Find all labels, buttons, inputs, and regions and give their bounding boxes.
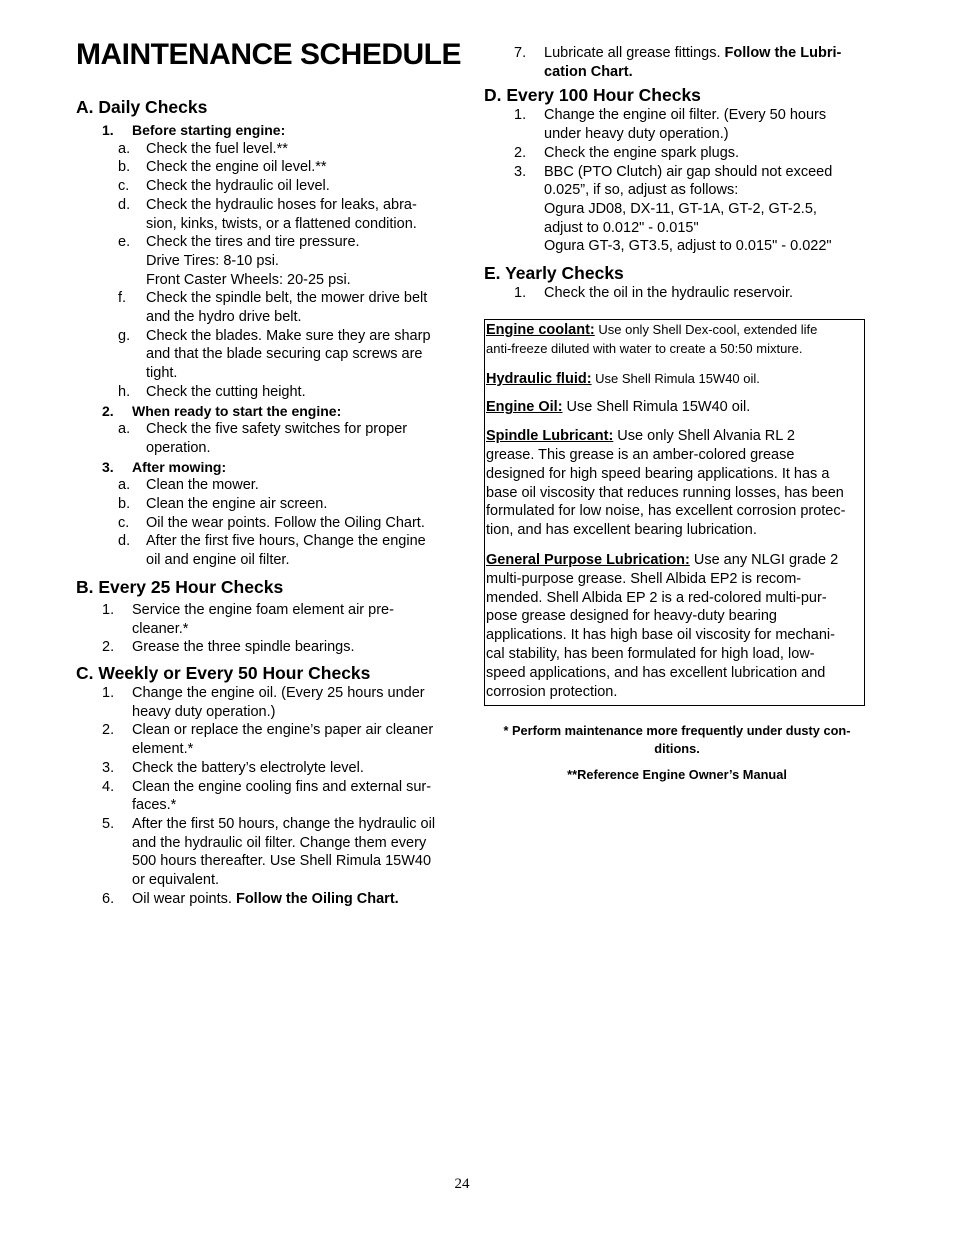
item-text: Check the hydraulic hoses for leaks, abra- sion, kinks, twists, or a flattened condition. [146,196,417,232]
item-marker: h. [118,383,131,400]
list-item [118,158,456,177]
sub-label: When ready to start the engine: [132,402,342,419]
item-marker: f. [118,290,127,307]
item-marker: d. [118,196,131,213]
item-marker: 5. [102,815,115,832]
item-marker: 3. [102,759,115,776]
list-item [118,495,456,514]
item-marker: d. [118,533,131,550]
general-lubrication-label: General Purpose Lubrication: [486,551,690,568]
list-item [118,196,456,233]
item-marker: 1. [514,285,527,302]
hydraulic-fluid-text: Use Shell Rimula 15W40 oil. [591,370,760,386]
item-text: After the first 50 hours, change the hydraulic oil and the hydraulic oil filter. Change them every 500 hours thereafter. Use Shell Rimula 15W40 or equivalent. [132,815,436,889]
item-marker: b. [118,159,131,176]
section-d-list [484,106,870,256]
lubrication-chart-reference: Follow the Lubri- cation Chart. [544,45,842,80]
item-text: Check the tires and tire pressure. Drive Tires: 8-10 psi. Front Caster Wheels: 20-25 psi. [146,234,360,288]
item-text [544,44,870,81]
item-text: Check the spindle belt, the mower drive belt and the hydro drive belt. [146,290,428,326]
spindle-lubricant-text: Use only Shell Alvania RL 2 grease. This grease is an amber-colored grease designed for high speed bearing applications. It has a base oil viscosity that reduces running losses, has been formulated for low noise, has excellent corrosion protec- tion, and has excellent bearing lubrication. [486,428,846,539]
list-item [118,289,456,326]
after-mowing-list [76,476,456,570]
item-text: Check the engine spark plugs. [544,144,740,161]
before-starting-list [76,140,456,402]
list-item [102,890,456,909]
item-marker: c. [118,178,130,195]
general-lubrication-spec [486,551,863,701]
item-text: Clean the mower. [146,477,259,494]
item-marker: a. [118,140,131,157]
item-text: Check the cutting height. [146,383,306,400]
list-item [118,420,456,457]
page-title: MAINTENANCE SCHEDULE [76,38,462,71]
left-column [76,96,456,908]
item-text: Oil the wear points. Follow the Oiling Chart. [146,514,425,531]
item-text: Check the hydraulic oil level. [146,178,330,195]
list-item [102,759,456,778]
right-column [484,44,870,303]
item-text: Clean the engine cooling fins and external sur- faces.* [132,778,432,814]
engine-oil-label: Engine Oil: [486,399,563,416]
item-marker: b. [118,496,131,513]
section-d-heading: D. Every 100 Hour Checks [484,85,701,106]
list-item [102,778,456,815]
item-marker: 3. [514,163,527,180]
ready-to-start-list [76,420,456,457]
footnotes [484,722,870,784]
list-item [102,815,456,890]
item-text: Service the engine foam element air pre- cleaner.* [132,601,394,637]
sub-label: Before starting engine: [132,122,286,138]
owners-manual-note: **Reference Engine Owner’s Manual [567,767,787,782]
item-text: Check the oil in the hydraulic reservoir. [544,285,794,302]
item-marker: 2. [102,722,115,739]
sub-number: 2. [102,402,114,419]
page-number: 24 [454,1176,470,1192]
item-text-plain: Oil wear points. [132,890,236,907]
item-text: Check the five safety switches for proper operation. [146,421,408,456]
section-b-heading: B. Every 25 Hour Checks [76,576,284,597]
item-text [132,890,456,909]
spindle-lubricant-spec [486,427,863,540]
list-item [514,163,870,257]
item-text: Check the blades. Make sure they are sharp and that the blade securing cap screws are tight. [146,327,431,382]
list-item [102,721,456,758]
item-marker: 1. [514,107,527,124]
list-item [514,106,870,143]
spindle-lubricant-label: Spindle Lubricant: [486,428,614,445]
item-text: Check the engine oil level.** [146,159,327,176]
item-text: Check the battery’s electrolyte level. [132,759,364,776]
item-text: Change the engine oil filter. (Every 50 hours under heavy duty operation.) [544,107,827,143]
item-marker: 2. [514,144,527,161]
list-item [118,327,456,383]
list-item [118,532,456,569]
ready-to-start-heading [102,402,456,421]
item-marker: 1. [102,601,115,618]
item-text: BBC (PTO Clutch) air gap should not exceed 0.025”, if so, adjust as follows: Ogura JD08, DX-11, GT-1A, GT-2, GT-2.5, adjust to 0.012" - 0.015" Ogura GT-3, GT3.5, adjust to 0.015" - 0.022" [544,163,833,255]
list-item [102,684,456,721]
item-text: Clean or replace the engine’s paper air cleaner element.* [132,722,434,758]
section-c-list [76,684,456,890]
lubricant-specifications-box [484,319,865,706]
item-marker: a. [118,421,131,438]
item-number: 7. [514,45,527,61]
item-marker: 4. [102,778,115,795]
after-mowing-heading [102,458,456,477]
item-text: Check the fuel level.** [146,140,288,157]
list-item [118,514,456,533]
section-e-list [484,284,870,303]
item-marker: g. [118,327,131,344]
list-item [118,177,456,196]
sub-label: After mowing: [132,458,227,475]
general-lubrication-text: Use any NLGI grade 2 multi-purpose grease. Shell Albida EP2 is recom- mended. Shell Albida EP 2 is a red-colored multi-pur- pose grease designed for heavy-duty bearing applications. It has high base oil viscosity for mechani- cal stability, has been formulated for high load, low- speed applications, and has excellent lubrication and corrosion protection. [486,551,839,700]
item-marker: a. [118,477,131,494]
engine-oil-spec [486,398,863,417]
section-c-heading: C. Weekly or Every 50 Hour Checks [76,662,371,683]
list-item [102,601,456,638]
list-item [514,144,870,163]
list-item [118,476,456,495]
list-item [118,233,456,289]
list-item [118,383,456,402]
list-item [514,44,870,81]
item-marker: 2. [102,639,115,656]
list-item [102,638,456,657]
item-marker: c. [118,514,130,531]
engine-coolant-spec [486,321,863,359]
before-starting-heading [102,121,456,140]
oiling-chart-reference: Follow the Oiling Chart. [235,890,399,907]
sub-number: 3. [102,458,114,475]
item-text: Grease the three spindle bearings. [132,639,355,656]
dusty-conditions-note: * Perform maintenance more frequently under dusty con- ditions. [503,723,851,756]
section-e-heading: E. Yearly Checks [484,263,624,284]
item-text: Change the engine oil. (Every 25 hours under heavy duty operation.) [132,684,425,720]
item-text: After the first five hours, Change the engine oil and engine oil filter. [146,533,426,569]
engine-oil-text: Use Shell Rimula 15W40 oil. [562,399,751,416]
section-a-heading: A. Daily Checks [76,97,208,117]
item-marker: 1. [102,684,115,701]
item-marker: e. [118,234,131,251]
item-number: 6. [102,890,115,907]
hydraulic-fluid-label: Hydraulic fluid: [486,370,592,387]
sub-number: 1. [102,122,114,138]
item-text-plain: Lubricate all grease fittings. [544,45,725,61]
section-b-list [76,601,456,657]
engine-coolant-label: Engine coolant: [486,322,595,338]
list-item [514,284,870,303]
engine-coolant-text: Use only Shell Dex-cool, extended life anti-freeze diluted with water to create a 50:50 mixture. [486,322,818,356]
list-item [118,140,456,159]
hydraulic-fluid-spec [486,370,863,389]
item-text: Clean the engine air screen. [146,496,328,513]
